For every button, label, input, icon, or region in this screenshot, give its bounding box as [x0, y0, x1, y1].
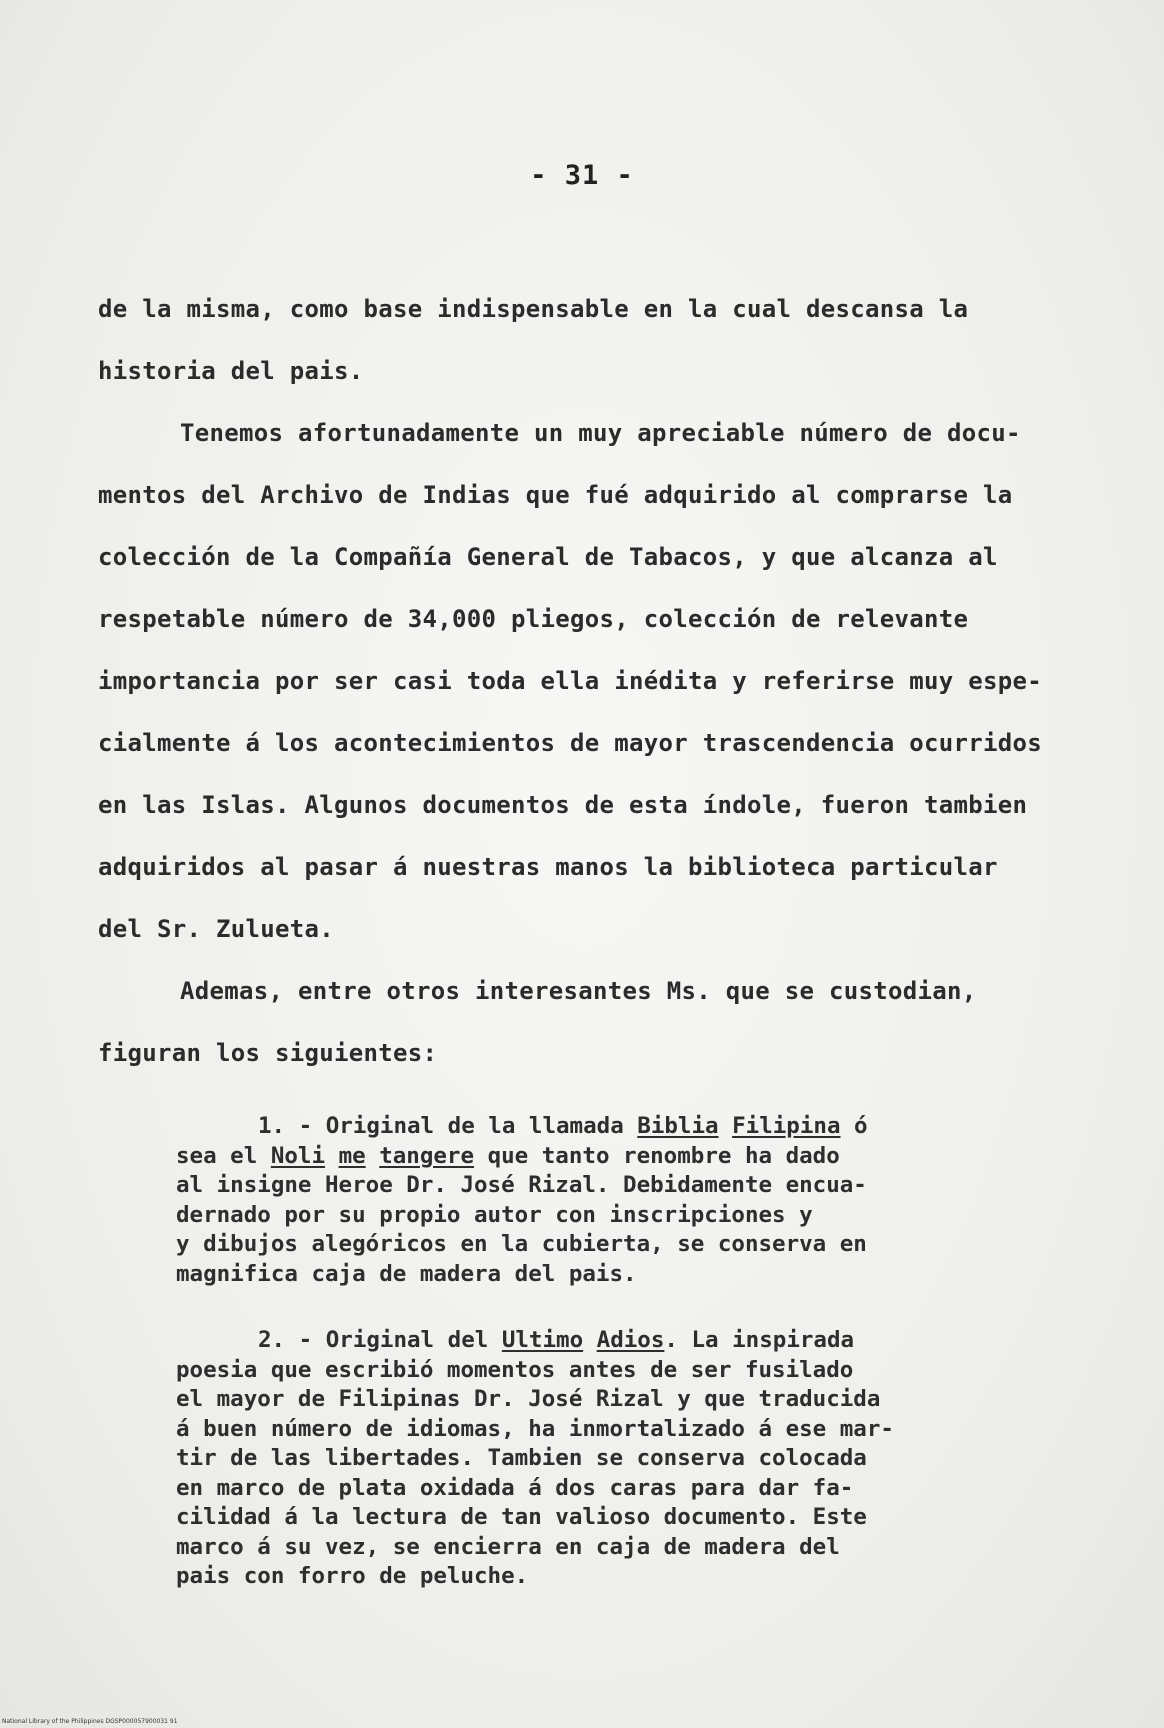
- text-line: en marco de plata oxidada á dos caras para dar fa-: [176, 1474, 854, 1501]
- text-span: [583, 1327, 597, 1353]
- text-span: ó: [840, 1113, 868, 1139]
- text-line: el mayor de Filipinas Dr. José Rizal y que traducida: [176, 1386, 881, 1412]
- text-line: [176, 1326, 1076, 1356]
- text-line: dernado por su propio autor con inscripciones y: [176, 1201, 813, 1228]
- text-span: [325, 1143, 339, 1169]
- body-text: [98, 278, 1098, 1084]
- text-line: cilidad á la lectura de tan valioso documento. Este: [176, 1504, 867, 1530]
- underlined-title: Filipina: [732, 1113, 841, 1139]
- text-line: figuran los siguientes:: [98, 1039, 438, 1067]
- text-line: Ademas, entre otros interesantes Ms. que se custodian,: [180, 977, 977, 1005]
- text-line: de la misma, como base indispensable en la cual descansa la: [98, 295, 969, 323]
- text-line: y dibujos alegóricos en la cubierta, se conserva en: [176, 1231, 867, 1257]
- text-span: que tanto renombre ha dado: [474, 1142, 840, 1169]
- text-line: [176, 1112, 1076, 1142]
- text-span: [719, 1113, 733, 1139]
- text-span: sea el: [176, 1142, 271, 1169]
- text-line: [176, 1142, 1076, 1172]
- text-line: poesia que escribió momentos antes de ser fusilado: [176, 1356, 854, 1383]
- underlined-title: Ultimo: [501, 1327, 584, 1353]
- text-line: marco á su vez, se encierra en caja de madera del: [176, 1533, 840, 1560]
- text-line: del Sr. Zulueta.: [98, 915, 334, 943]
- text-line: pais con forro de peluche.: [176, 1563, 529, 1589]
- text-line: colección de la Compañía General de Tabacos, y que alcanza al: [98, 543, 998, 571]
- text-line: cialmente á los acontecimientos de mayor trascendencia ocurridos: [98, 729, 1042, 757]
- text-line: respetable número de 34,000 pliegos, colección de relevante: [98, 605, 969, 633]
- underlined-title: Noli: [270, 1142, 326, 1169]
- text-line: importancia por ser casi toda ella inédita y referirse muy espe-: [98, 667, 1042, 695]
- text-span: 1. - Original de la llamada: [258, 1113, 638, 1139]
- text-span: [366, 1143, 380, 1169]
- underlined-title: Biblia: [637, 1113, 719, 1139]
- text-line: mentos del Archivo de Indias que fué adquirido al comprarse la: [98, 481, 1013, 509]
- text-line: adquiridos al pasar á nuestras manos la biblioteca particular: [98, 853, 998, 881]
- paragraph-1: [98, 278, 1098, 402]
- footer-caption: National Library of the Philippines DGSP000057900031 91: [2, 1718, 178, 1725]
- list-item: [176, 1112, 1076, 1289]
- text-line: tir de las libertades. Tambien se conserva colocada: [176, 1445, 867, 1471]
- text-span: 2. - Original del: [258, 1327, 502, 1353]
- paragraph-3: [98, 960, 1098, 1084]
- text-line: historia del pais.: [98, 357, 364, 385]
- underlined-title: tangere: [379, 1142, 475, 1169]
- text-line: en las Islas. Algunos documentos de esta índole, fueron tambien: [98, 791, 1028, 819]
- text-span: . La inspirada: [664, 1327, 855, 1353]
- manuscript-list: [176, 1112, 1076, 1629]
- text-line: al insigne Heroe Dr. José Rizal. Debidamente encua-: [176, 1172, 867, 1198]
- list-item: [176, 1326, 1076, 1592]
- underlined-title: Adios: [596, 1327, 665, 1353]
- page-number: - 31 -: [530, 160, 634, 191]
- text-line: Tenemos afortunadamente un muy apreciable número de docu-: [180, 419, 1021, 447]
- text-line: á buen número de idiomas, ha inmortalizado á ese mar-: [176, 1415, 894, 1442]
- underlined-title: me: [338, 1142, 366, 1169]
- text-line: magnifica caja de madera del pais.: [176, 1260, 637, 1287]
- paragraph-2: [98, 402, 1098, 960]
